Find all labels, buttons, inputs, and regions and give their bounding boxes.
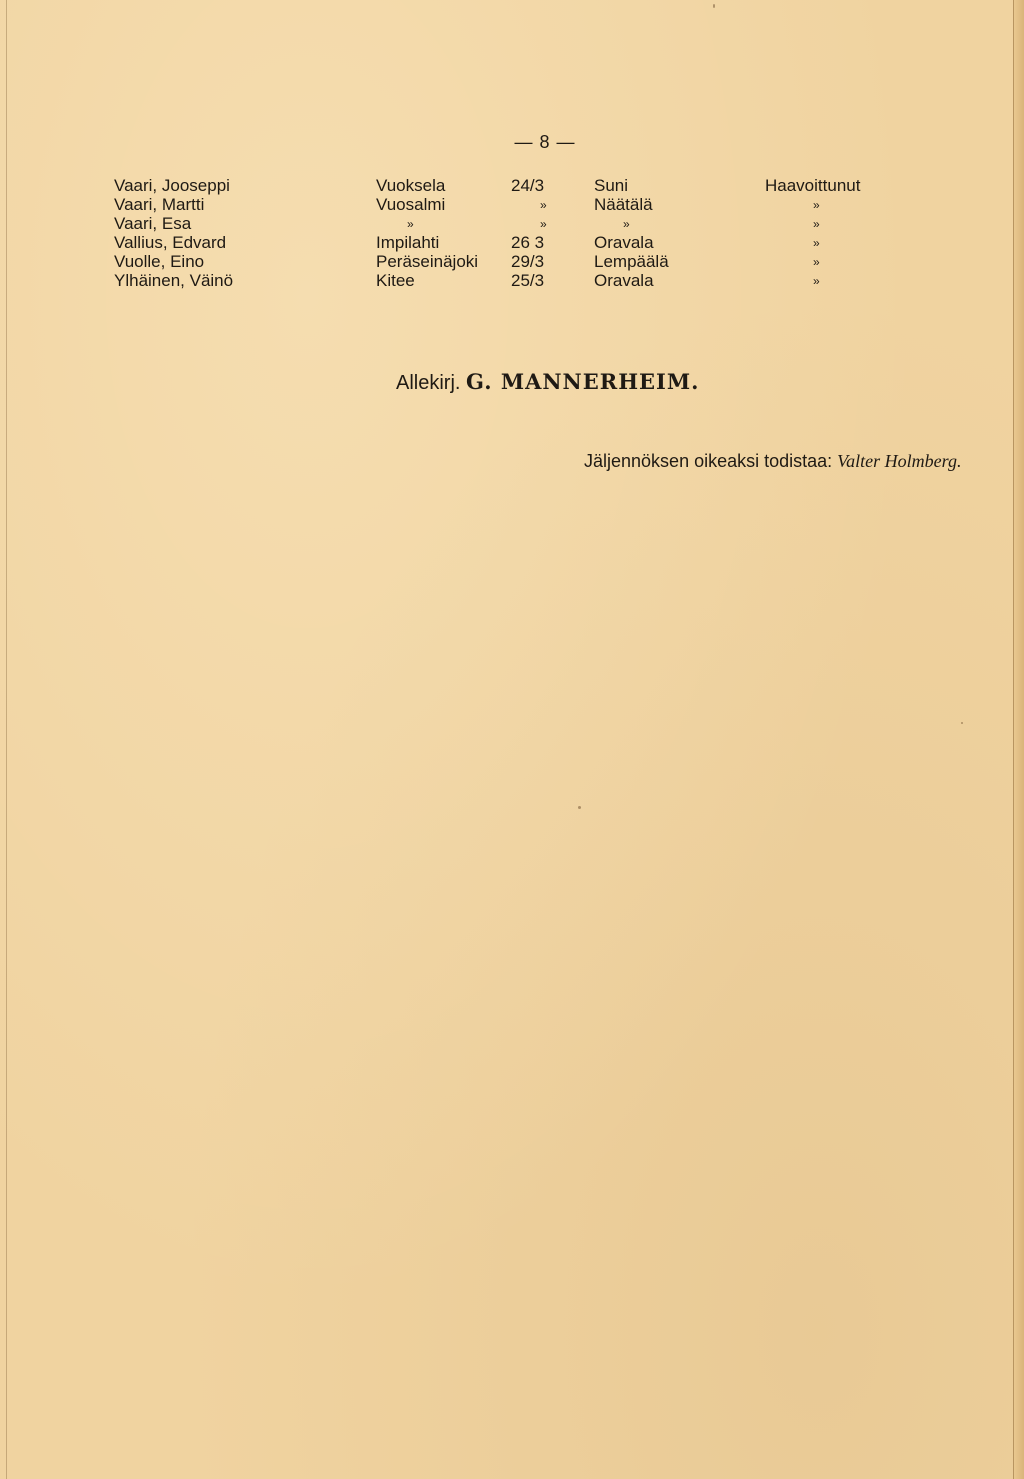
signatory-name: G. MANNERHEIM. xyxy=(466,369,700,394)
home-municipality: Impilahti xyxy=(376,233,440,252)
home-municipality: Vuosalmi xyxy=(376,195,446,214)
roster-row xyxy=(0,252,1024,271)
certification-text: Jäljennöksen oikeaksi todistaa: xyxy=(584,451,833,471)
ditto-mark: » xyxy=(407,217,414,232)
event-location: Oravala xyxy=(594,233,654,252)
page-number: — 8 — xyxy=(514,132,576,152)
ditto-mark: » xyxy=(813,217,820,232)
roster-row xyxy=(0,214,1024,233)
signature-prefix: Allekirj. xyxy=(396,372,461,394)
certification-line xyxy=(584,450,962,472)
event-location: Näätälä xyxy=(594,195,653,214)
home-municipality: Kitee xyxy=(376,271,415,290)
paper-speck xyxy=(713,4,715,8)
certifier-name: Valter Holmberg. xyxy=(837,451,962,471)
ditto-mark: » xyxy=(623,217,630,232)
event-location: Lempäälä xyxy=(594,252,669,271)
paper-speck xyxy=(578,806,581,809)
ditto-mark: » xyxy=(813,255,820,270)
person-name: Ylhäinen, Väinö xyxy=(114,271,234,290)
date: 25/3 xyxy=(511,271,545,290)
event-location: Suni xyxy=(594,176,629,195)
ditto-mark: » xyxy=(813,236,820,251)
date: 26 3 xyxy=(511,233,545,252)
event-location: Oravala xyxy=(594,271,654,290)
home-municipality: Peräseinäjoki xyxy=(376,252,479,271)
roster-row xyxy=(0,271,1024,290)
date: 24/3 xyxy=(511,176,545,195)
status: Haavoittunut xyxy=(765,176,861,195)
home-municipality: Vuoksela xyxy=(376,176,446,195)
ditto-mark: » xyxy=(540,198,547,213)
roster-row xyxy=(0,176,1024,195)
person-name: Vuolle, Eino xyxy=(114,252,205,271)
ditto-mark: » xyxy=(540,217,547,232)
ditto-mark: » xyxy=(813,198,820,213)
ditto-mark: » xyxy=(813,274,820,289)
person-name: Vaari, Martti xyxy=(114,195,205,214)
paper-speck xyxy=(961,722,963,724)
roster-row xyxy=(0,233,1024,252)
person-name: Vallius, Edvard xyxy=(114,233,227,252)
date: 29/3 xyxy=(511,252,545,271)
person-name: Vaari, Jooseppi xyxy=(114,176,230,195)
signature-line xyxy=(396,368,699,397)
roster-row xyxy=(0,195,1024,214)
person-name: Vaari, Esa xyxy=(114,214,192,233)
